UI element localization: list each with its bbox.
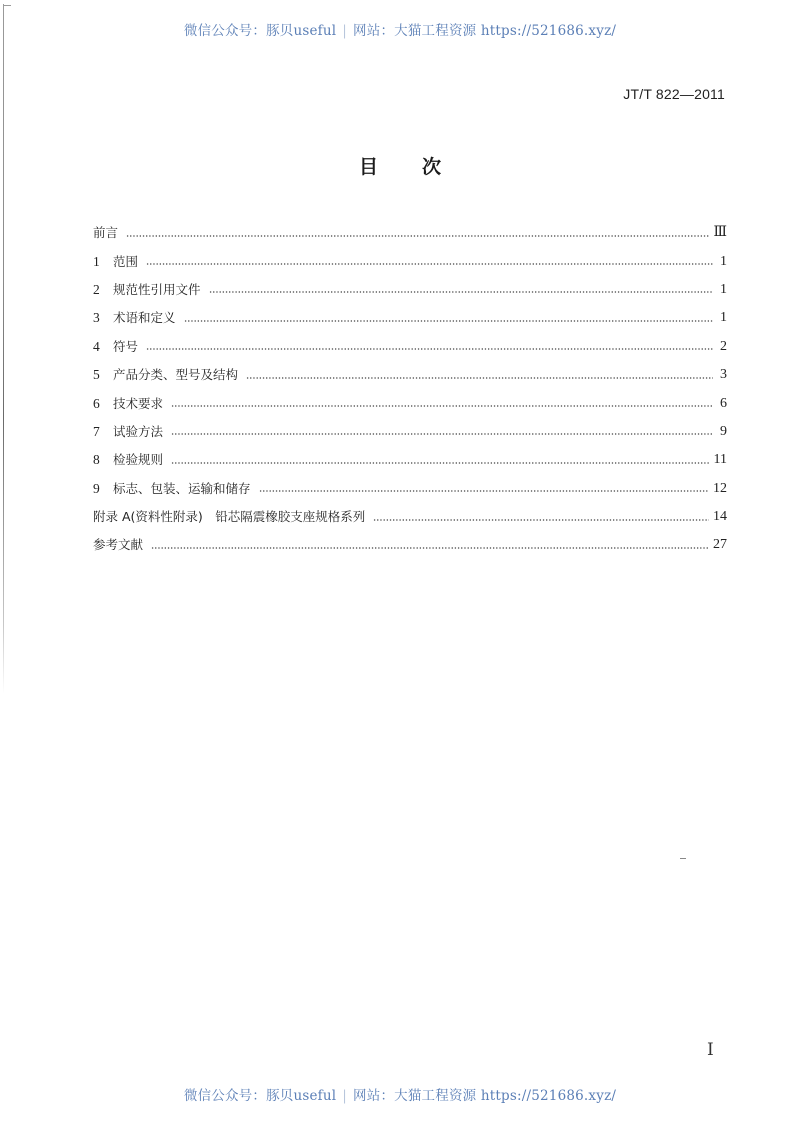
dot-leader bbox=[171, 405, 713, 407]
dot-leader bbox=[151, 547, 709, 549]
toc-entry-scope[interactable] bbox=[93, 247, 727, 275]
watermark-separator: | bbox=[342, 1088, 348, 1104]
toc-entry-number: 7 bbox=[93, 423, 100, 439]
watermark-bottom bbox=[0, 1084, 800, 1104]
toc-entry-page: 27 bbox=[713, 537, 727, 553]
toc-entry-label: 检验规则 bbox=[113, 452, 164, 468]
standard-code: JT/T 822—2011 bbox=[623, 86, 725, 102]
toc-entry-number: 9 bbox=[93, 480, 100, 496]
toc-entry-page: 3 bbox=[720, 367, 727, 383]
toc-entry-number: 2 bbox=[93, 281, 100, 297]
toc-entry-number: 5 bbox=[93, 367, 100, 383]
toc-entry-page: 1 bbox=[720, 281, 727, 297]
toc-entry-number: 8 bbox=[93, 452, 100, 468]
toc-entry-label: 技术要求 bbox=[113, 395, 164, 411]
dot-leader bbox=[171, 462, 710, 464]
watermark-top bbox=[0, 19, 800, 39]
dot-leader bbox=[126, 235, 709, 237]
dot-leader bbox=[146, 263, 713, 265]
scan-corner-mark bbox=[3, 5, 11, 6]
toc-title-char-2: 次 bbox=[422, 156, 442, 178]
toc-entry-number: 4 bbox=[93, 338, 100, 354]
watermark-website-text: 网站：大猫工程资源 https://521686.xyz/ bbox=[353, 1088, 617, 1104]
toc-entry-classification[interactable] bbox=[93, 361, 727, 389]
toc-entry-label: 标志、包装、运输和储存 bbox=[113, 480, 251, 496]
toc-entry-page: 6 bbox=[720, 395, 727, 411]
toc-entry-page: 1 bbox=[720, 253, 727, 269]
dot-leader bbox=[171, 433, 713, 435]
toc-entry-terms-definitions[interactable] bbox=[93, 304, 727, 332]
dot-leader bbox=[146, 348, 713, 350]
toc-entry-label: 前言 bbox=[93, 225, 119, 241]
watermark-wechat-text: 微信公众号：豚贝useful bbox=[183, 23, 337, 39]
watermark-separator: | bbox=[342, 23, 348, 39]
toc-entry-label: 范围 bbox=[113, 253, 139, 269]
toc-entry-label: 符号 bbox=[113, 338, 139, 354]
watermark-website-text: 网站：大猫工程资源 https://521686.xyz/ bbox=[353, 23, 617, 39]
toc-entry-symbols[interactable] bbox=[93, 333, 727, 361]
toc-entry-bibliography[interactable] bbox=[93, 531, 727, 559]
toc-entry-appendix-a[interactable] bbox=[93, 503, 727, 531]
toc-entry-label: 产品分类、型号及结构 bbox=[113, 367, 239, 383]
dot-leader bbox=[184, 320, 713, 322]
dot-leader bbox=[259, 490, 709, 492]
toc-entry-marking-packaging[interactable] bbox=[93, 475, 727, 503]
toc-entry-inspection-rules[interactable] bbox=[93, 446, 727, 474]
toc-entry-label: 附录 A(资料性附录) 铅芯隔震橡胶支座规格系列 bbox=[93, 509, 366, 525]
toc-entry-label: 规范性引用文件 bbox=[113, 281, 201, 297]
scan-page-edge bbox=[3, 4, 4, 694]
toc-entry-label: 试验方法 bbox=[113, 423, 164, 439]
toc-entry-page: 1 bbox=[720, 310, 727, 326]
toc-entry-foreword[interactable] bbox=[93, 219, 727, 247]
page-folio: Ⅰ bbox=[707, 1040, 714, 1059]
toc-entry-technical-requirements[interactable] bbox=[93, 389, 727, 417]
watermark-wechat-text: 微信公众号：豚贝useful bbox=[183, 1088, 337, 1104]
toc-entry-normative-references[interactable] bbox=[93, 276, 727, 304]
toc-entry-page: 9 bbox=[720, 423, 727, 439]
toc-entry-page: 11 bbox=[713, 452, 727, 468]
toc-entry-page: 12 bbox=[713, 480, 727, 496]
dot-leader bbox=[373, 519, 709, 521]
toc-title bbox=[0, 152, 800, 179]
dot-leader bbox=[209, 291, 713, 293]
table-of-contents bbox=[93, 219, 727, 560]
toc-entry-test-methods[interactable] bbox=[93, 418, 727, 446]
toc-entry-number: 1 bbox=[93, 253, 100, 269]
toc-entry-label: 参考文献 bbox=[93, 537, 144, 553]
toc-entry-page: 14 bbox=[713, 509, 727, 525]
toc-entry-label: 术语和定义 bbox=[113, 310, 176, 326]
toc-entry-page: Ⅲ bbox=[713, 225, 727, 241]
toc-entry-number: 3 bbox=[93, 310, 100, 326]
dot-leader bbox=[246, 377, 713, 379]
scan-speck bbox=[680, 858, 686, 859]
toc-entry-page: 2 bbox=[720, 338, 727, 354]
toc-title-char-1: 目 bbox=[358, 156, 378, 178]
toc-entry-number: 6 bbox=[93, 395, 100, 411]
